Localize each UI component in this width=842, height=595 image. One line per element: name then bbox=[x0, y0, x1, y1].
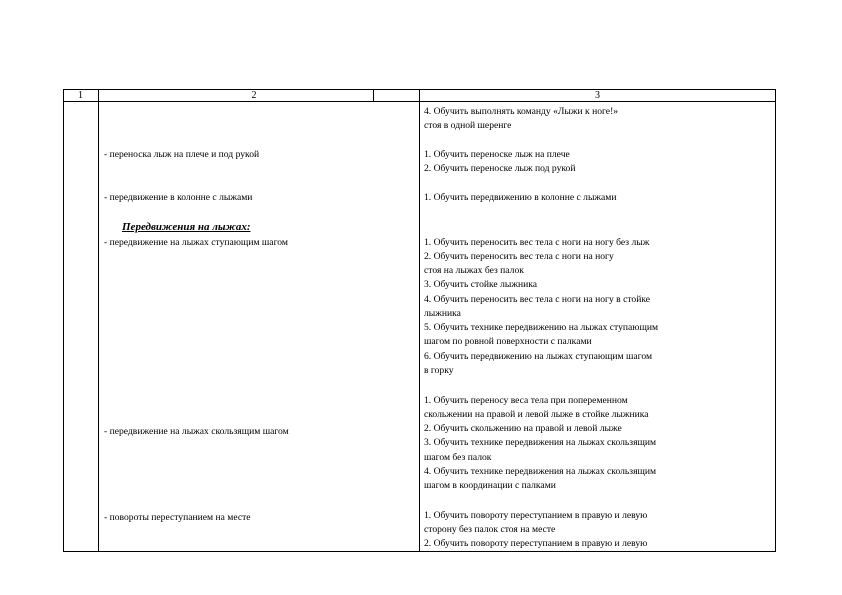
header-col2: 2 bbox=[251, 90, 257, 101]
right-line: шагом без палок bbox=[424, 452, 492, 463]
right-line: шагом в координации с палками bbox=[424, 480, 556, 491]
section-heading: Передвижения на лыжах: bbox=[122, 221, 251, 233]
right-line: 1. Обучить передвижению в колонне с лыжами bbox=[424, 192, 617, 203]
right-line: шагом по ровной поверхности с палками bbox=[424, 336, 592, 347]
header-col1: 1 bbox=[78, 90, 83, 101]
left-item: - передвижение в колонне с лыжами bbox=[104, 192, 253, 203]
col1-divider bbox=[98, 89, 99, 552]
col2-divider bbox=[419, 89, 420, 552]
right-line: стоя на лыжах без палок bbox=[424, 265, 524, 276]
right-line: 6. Обучить передвижению на лыжах ступающим шагом bbox=[424, 351, 653, 362]
right-line: 3. Обучить стойке лыжника bbox=[424, 279, 537, 290]
right-line: 1. Обучить переносу веса тела при попеременном bbox=[424, 395, 628, 406]
left-item: - переноска лыж на плече и под рукой bbox=[104, 149, 260, 160]
right-line: 1. Обучить переноске лыж на плече bbox=[424, 149, 570, 160]
header-col3: 3 bbox=[595, 90, 600, 101]
right-line: 4. Обучить переносить вес тела с ноги на ногу в стойке bbox=[424, 294, 651, 305]
lesson-table bbox=[63, 89, 776, 552]
left-item: - повороты переступанием на месте bbox=[104, 512, 251, 523]
right-line: лыжника bbox=[424, 308, 461, 319]
right-line: 2. Обучить повороту переступанием в правую и левую bbox=[424, 538, 648, 549]
left-item: - передвижение на лыжах ступающим шагом bbox=[104, 237, 288, 248]
right-line: сторону без палок стоя на месте bbox=[424, 524, 556, 535]
left-item: - передвижение на лыжах скользящим шагом bbox=[104, 426, 289, 437]
right-line: 1. Обучить повороту переступанием в правую и левую bbox=[424, 510, 648, 521]
right-line: 2. Обучить скольжению на правой и левой лыже bbox=[424, 423, 622, 434]
right-line: стоя в одной шеренге bbox=[424, 120, 512, 131]
right-line: 5. Обучить технике передвижению на лыжах ступающим bbox=[424, 322, 659, 333]
right-line: 3. Обучить технике передвижения на лыжах скользящим bbox=[424, 437, 657, 448]
right-line: 2. Обучить переноске лыж под рукой bbox=[424, 163, 576, 174]
right-line: 4. Обучить технике передвижения на лыжах скользящим bbox=[424, 466, 657, 477]
right-line: 2. Обучить переносить вес тела с ноги на ногу bbox=[424, 251, 614, 262]
right-line: 4. Обучить выполнять команду «Лыжи к ноге!» bbox=[424, 106, 619, 117]
right-line: 1. Обучить переносить вес тела с ноги на ногу без лыж bbox=[424, 237, 650, 248]
right-line: скольжении на правой и левой лыже в стойке лыжника bbox=[424, 409, 649, 420]
right-line: в горку bbox=[424, 365, 454, 376]
table-right-border bbox=[775, 89, 776, 552]
table-left-border bbox=[63, 89, 64, 552]
